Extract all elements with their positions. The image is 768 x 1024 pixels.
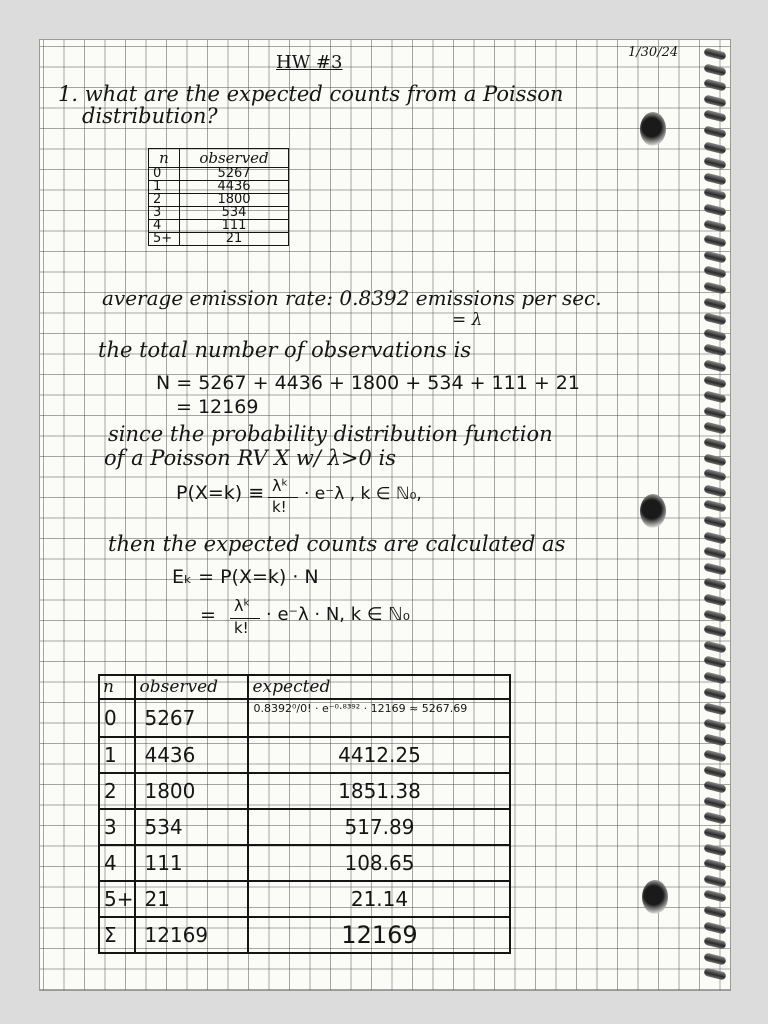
table1-n: 0 — [149, 168, 180, 181]
spiral-coil — [703, 843, 726, 856]
table-row — [149, 194, 289, 207]
spiral-coil — [703, 874, 726, 887]
table2-expected-first-calculation: 0.8392⁰/0! · e⁻⁰·⁸³⁹² · 12169 ≈ 5267.69 — [248, 699, 510, 737]
table1-n: 1 — [149, 181, 180, 194]
table-row-sum — [99, 917, 510, 953]
expected-text: then the expected counts are calculated as — [108, 532, 566, 556]
table2-observed: 21 — [135, 881, 248, 917]
spiral-coil — [703, 203, 726, 216]
spiral-coil — [703, 562, 726, 575]
spiral-coil — [703, 47, 726, 60]
total-equation: N = 5267 + 4436 + 1800 + 534 + 111 + 21 — [156, 372, 580, 394]
table-row — [99, 737, 510, 773]
spiral-coil — [703, 718, 726, 731]
expected-counts-table — [98, 674, 511, 954]
spiral-coil — [703, 952, 726, 965]
table2-expected: 108.65 — [248, 845, 510, 881]
binder-hole-middle — [640, 494, 666, 528]
table-row — [99, 809, 510, 845]
spiral-coil — [703, 625, 726, 638]
table1-observed: 21 — [180, 233, 289, 246]
pmf-formula — [176, 476, 576, 520]
spiral-coil — [703, 781, 726, 794]
spiral-coil — [703, 297, 726, 310]
table1-header-observed: observed — [180, 149, 289, 168]
table-row — [149, 233, 289, 246]
spiral-binding — [700, 40, 730, 980]
table2-n: 1 — [99, 737, 135, 773]
spiral-coil — [703, 422, 726, 435]
table2-expected-sum: 12169 — [248, 917, 510, 953]
table2-expected: 21.14 — [248, 881, 510, 917]
spiral-coil — [703, 391, 726, 404]
lambda-definition: = λ — [452, 310, 483, 330]
spiral-coil — [703, 79, 726, 92]
pmf-text-line-1: since the probability distribution function — [108, 422, 553, 446]
spiral-coil — [703, 235, 726, 248]
table2-observed: 4436 — [135, 737, 248, 773]
spiral-coil — [703, 250, 726, 263]
expected-eq2-denominator: k! — [234, 619, 249, 637]
spiral-coil — [703, 344, 726, 357]
observed-table — [148, 148, 289, 246]
spiral-coil — [703, 500, 726, 513]
spiral-coil — [703, 125, 726, 138]
table2-observed: 111 — [135, 845, 248, 881]
spiral-coil — [703, 640, 726, 653]
table-row — [99, 845, 510, 881]
spiral-coil — [703, 687, 726, 700]
spiral-coil — [703, 921, 726, 934]
expected-eq2-numerator: λᵏ — [234, 596, 251, 615]
table1-n: 5+ — [149, 233, 180, 246]
spiral-coil — [703, 375, 726, 388]
table2-n: 4 — [99, 845, 135, 881]
table2-n: 0 — [99, 699, 135, 737]
spiral-coil — [703, 890, 726, 903]
emission-rate-line: average emission rate: 0.8392 emissions per sec. — [102, 286, 602, 310]
page-title: HW #3 — [276, 52, 343, 73]
spiral-coil — [703, 796, 726, 809]
spiral-coil — [703, 484, 726, 497]
table1-observed: 1800 — [180, 194, 289, 207]
spiral-coil — [703, 94, 726, 107]
spiral-coil — [703, 110, 726, 123]
table1-observed: 111 — [180, 220, 289, 233]
expected-equation-1: Eₖ = P(X=k) · N — [172, 566, 319, 588]
spiral-coil — [703, 765, 726, 778]
pmf-numerator: λᵏ — [272, 476, 289, 495]
spiral-coil — [703, 219, 726, 232]
spiral-coil — [703, 609, 726, 622]
table1-observed: 534 — [180, 207, 289, 220]
table1-n: 3 — [149, 207, 180, 220]
total-result: = 12169 — [176, 396, 259, 418]
table2-observed: 5267 — [135, 699, 248, 737]
table2-expected: 517.89 — [248, 809, 510, 845]
spiral-coil — [703, 281, 726, 294]
spiral-coil — [703, 905, 726, 918]
spiral-coil — [703, 437, 726, 450]
table2-observed: 1800 — [135, 773, 248, 809]
spiral-coil — [703, 359, 726, 372]
spiral-coil — [703, 827, 726, 840]
binder-hole-top — [640, 112, 666, 146]
spiral-coil — [703, 515, 726, 528]
table1-observed: 4436 — [180, 181, 289, 194]
spiral-coil — [703, 453, 726, 466]
spiral-coil — [703, 157, 726, 170]
spiral-coil — [703, 578, 726, 591]
spiral-coil — [703, 266, 726, 279]
binder-hole-bottom — [642, 880, 668, 914]
spiral-coil — [703, 141, 726, 154]
spiral-coil — [703, 63, 726, 76]
spiral-coil — [703, 937, 726, 950]
table1-n: 2 — [149, 194, 180, 207]
expected-eq2-equals: = — [200, 604, 216, 626]
spiral-coil — [703, 703, 726, 716]
spiral-coil — [703, 671, 726, 684]
table2-n: 5+ — [99, 881, 135, 917]
table2-header-observed: observed — [135, 675, 248, 699]
table2-n: 3 — [99, 809, 135, 845]
table1-observed: 5267 — [180, 168, 289, 181]
spiral-coil — [703, 328, 726, 341]
spiral-coil — [703, 968, 726, 981]
table1-n: 4 — [149, 220, 180, 233]
spiral-coil — [703, 593, 726, 606]
table2-sum-symbol: Σ — [99, 917, 135, 953]
spiral-coil — [703, 406, 726, 419]
spiral-coil — [703, 749, 726, 762]
table1-header-n: n — [149, 149, 180, 168]
table2-n: 2 — [99, 773, 135, 809]
table2-observed: 534 — [135, 809, 248, 845]
total-observations-text: the total number of observations is — [98, 338, 472, 362]
table2-expected: 4412.25 — [248, 737, 510, 773]
pmf-rhs: · e⁻λ , k ∈ ℕ₀, — [304, 484, 422, 504]
table-row — [149, 207, 289, 220]
table-row — [99, 773, 510, 809]
question-line-2: distribution? — [82, 104, 218, 128]
spiral-coil — [703, 859, 726, 872]
spiral-coil — [703, 734, 726, 747]
table-row — [99, 699, 510, 737]
pmf-denominator: k! — [272, 498, 287, 516]
spiral-coil — [703, 812, 726, 825]
spiral-coil — [703, 547, 726, 560]
pmf-text-line-2: of a Poisson RV X w/ λ>0 is — [104, 446, 397, 470]
spiral-coil — [703, 172, 726, 185]
table2-observed-sum: 12169 — [135, 917, 248, 953]
spiral-coil — [703, 531, 726, 544]
question-line-1: 1. what are the expected counts from a Poisson — [58, 82, 564, 106]
expected-equation-2 — [200, 598, 500, 642]
spiral-coil — [703, 469, 726, 482]
spiral-coil — [703, 313, 726, 326]
table2-header-n: n — [99, 675, 135, 699]
spiral-coil — [703, 656, 726, 669]
table-row — [99, 881, 510, 917]
pmf-lhs: P(X=k) ≡ — [176, 482, 265, 504]
table2-header-expected: expected — [248, 675, 510, 699]
date-label: 1/30/24 — [628, 45, 679, 60]
table2-expected: 1851.38 — [248, 773, 510, 809]
expected-eq2-rhs: · e⁻λ · N, k ∈ ℕ₀ — [266, 604, 410, 625]
spiral-coil — [703, 188, 726, 201]
